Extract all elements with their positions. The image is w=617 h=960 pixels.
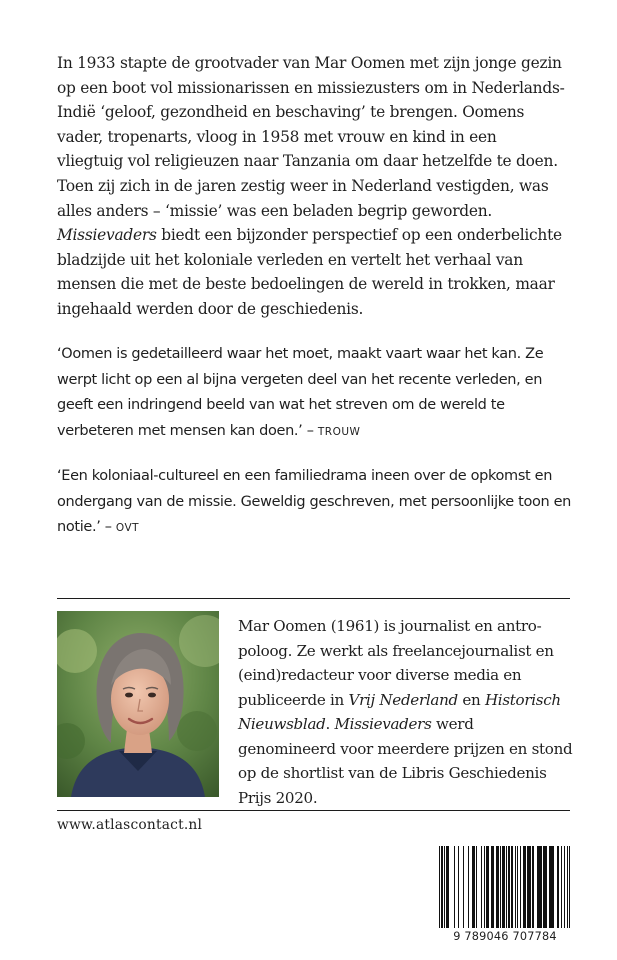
review-quote-text: ‘Een koloniaal-cultureel en een familiedrama ineen over de opkomst en ondergang van de missie. Geweldig geschreven, met persoonlijke toon en notie.’ (57, 468, 571, 535)
divider-bottom (57, 810, 570, 811)
author-photo (57, 611, 219, 797)
magazine-title-1: Vrij Nederland (348, 690, 458, 709)
author-bio (238, 614, 573, 810)
publisher-website: www.atlascontact.nl (57, 817, 203, 833)
author-bio-text-1: Mar Oomen (1961) is journalist en antropoloog. Ze werkt als freelancejournalist en (eind)redacteur voor diverse media en publiceerde in (238, 617, 554, 709)
review-quote-source: OVT (115, 522, 140, 534)
review-quote-1: ‘Oomen is gedetailleerd waar het moet, maakt vaart waar het kan. Ze werpt licht op een al bijna vergeten deel van het recente verleden, en geeft een indringend beeld van wat het streven om de wereld te verbeteren met mensen kan doen.’ – TROUW (57, 346, 544, 439)
divider-top (57, 598, 570, 599)
author-portrait-illustration (57, 611, 219, 797)
blurb (57, 51, 567, 322)
blurb-paragraph-1: In 1933 stapte de grootvader van Mar Oomen met zijn jonge gezin op een boot vol missionarissen en missiezusters om in Nederlands-Indië ‘geloof, gezondheid en beschaving’ te brengen. Oomens vader, tropenarts, vloog in 1958 met vrouw en kind in een vliegtuig vol religieuzen naar Tanzania om daar hetzelfde te doen. Toen zij zich in de jaren zestig weer in Nederland vestigden, was alles anders – ‘missie’ was een beladen begrip geworden. (57, 54, 565, 220)
blurb-paragraph-2 (57, 223, 567, 321)
barcode-bar (569, 846, 570, 928)
review-quote-2: ‘Een koloniaal-cultureel en een familiedrama ineen over de opkomst en ondergang van de missie. Geweldig geschreven, met persoonlijke toon en notie.’ – OVT (57, 468, 571, 535)
author-bio-text-3: . (325, 715, 335, 733)
review-quote-text: ‘Oomen is gedetailleerd waar het moet, maakt vaart waar het kan. Ze werpt licht op een al bijna vergeten deel van het recente verleden, en geeft een indringend beeld van wat het streven om de wereld te verbeteren met mensen kan doen.’ (57, 346, 544, 439)
book-title: Missievaders (57, 226, 157, 245)
review-quote-source: TROUW (317, 425, 361, 438)
barcode-bars (439, 846, 571, 928)
author-bio-text-2: en (457, 690, 485, 709)
book-title: Missievaders (334, 715, 432, 733)
barcode (439, 846, 571, 946)
magazine-title-2: Historisch Nieuwsblad (238, 690, 561, 733)
isbn-number: 9 789046 707784 (453, 930, 557, 943)
blurb-paragraph-2-text: biedt een bijzonder perspectief op een onderbelichte bladzijde uit het koloniale verleden en vertelt het verhaal van mensen die met de beste bedoelingen de wereld in trokken, maar ingehaald werden door de geschiedenis. (57, 226, 562, 318)
author-bio-text-4: werd genomineerd voor meerdere prijzen en stond op de shortlist van de Libris Geschiedenis Prijs 2020. (238, 715, 573, 807)
